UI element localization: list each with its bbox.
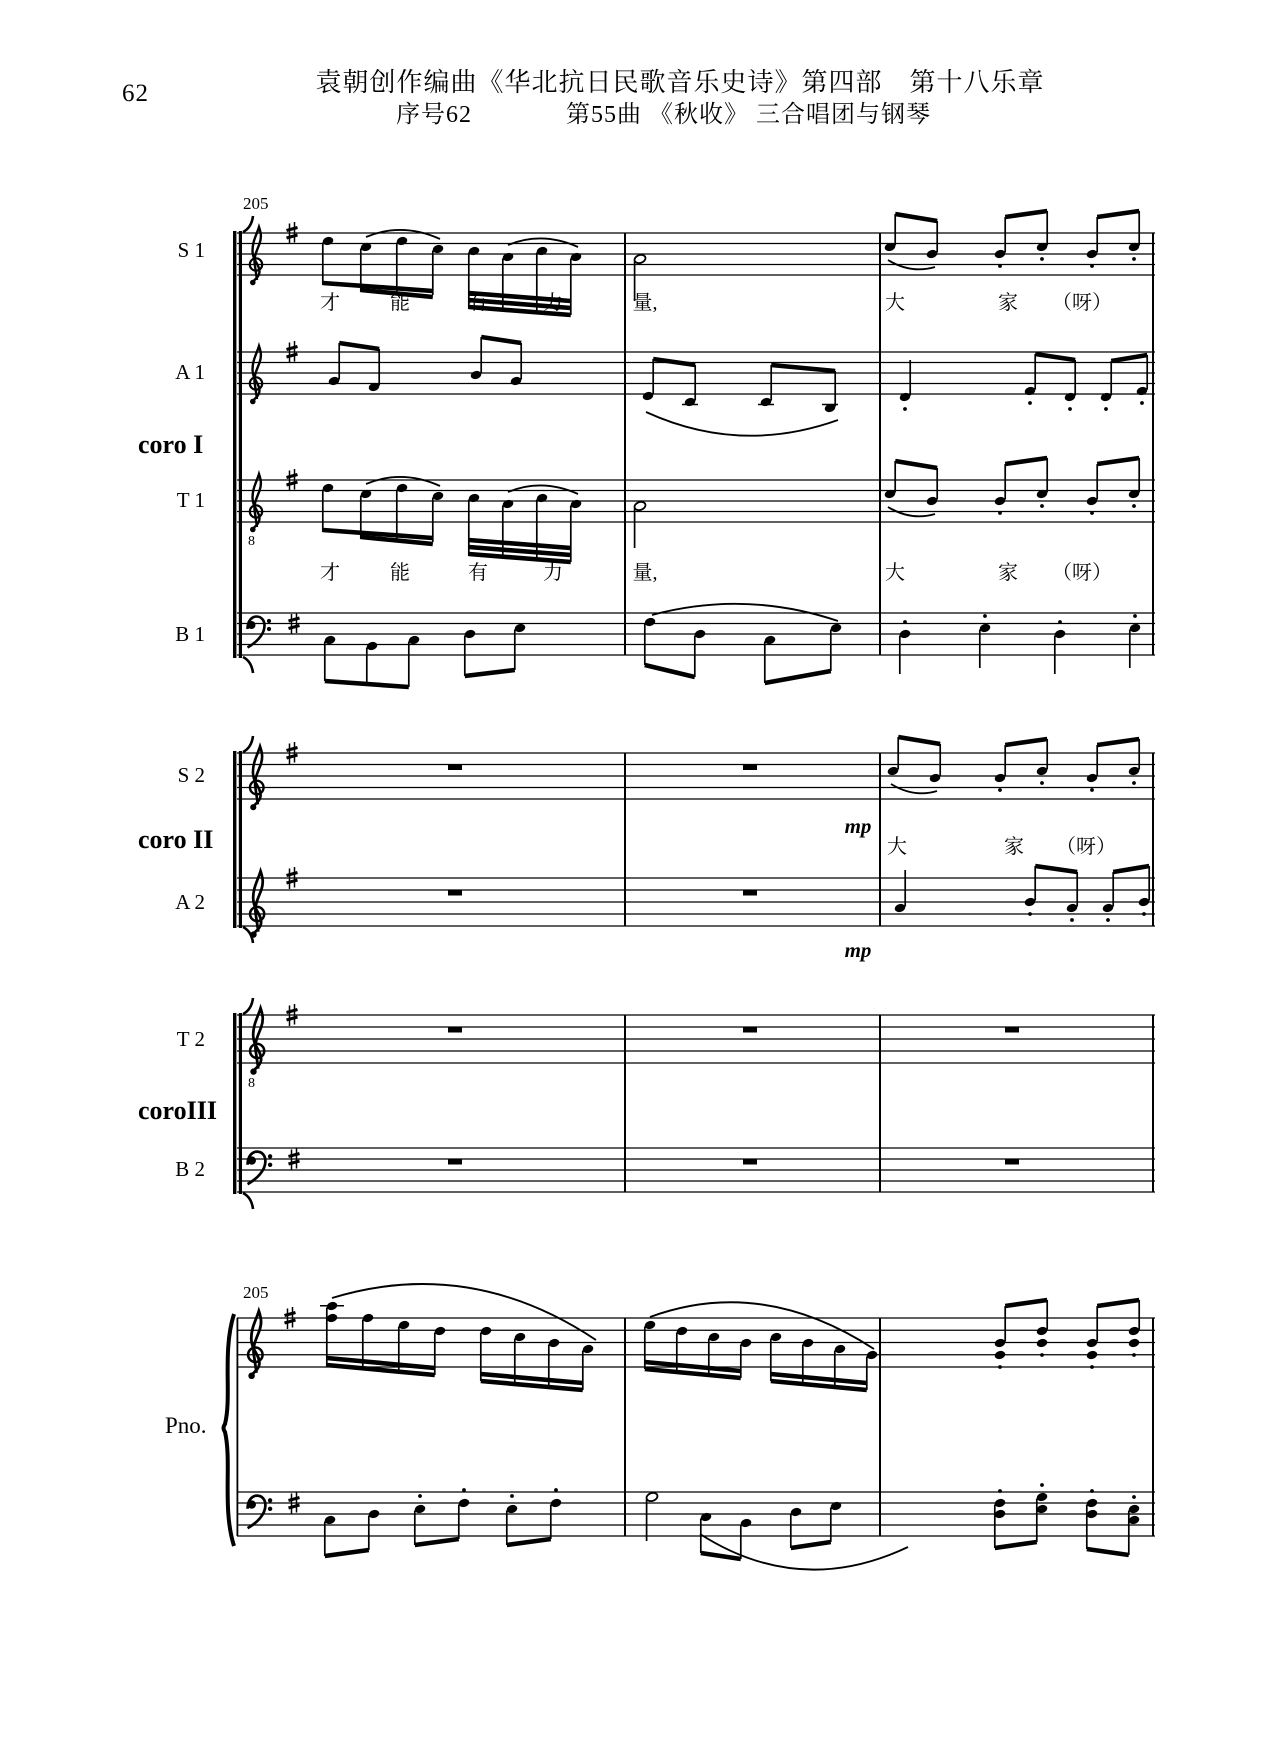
piano-brace xyxy=(224,1314,235,1546)
lyric-t1: 量, xyxy=(632,562,658,584)
staff-label-b2: B 2 xyxy=(175,1157,205,1181)
dynamic-mp-a2: mp xyxy=(844,938,872,962)
treble-clef-piano xyxy=(248,1311,262,1379)
group-label-coro3: coroIII xyxy=(138,1096,217,1125)
lyric-t1: 力 xyxy=(543,562,563,584)
notes-s1 xyxy=(322,211,1141,315)
staff-label-a1: A 1 xyxy=(175,360,205,384)
treble-clef-a1 xyxy=(250,346,262,404)
notes-b1 xyxy=(324,604,1142,687)
lyric-s1: （呀） xyxy=(1052,292,1112,314)
barlines xyxy=(625,233,1153,1536)
bass-clef-b1 xyxy=(248,617,272,648)
notes-s2 xyxy=(448,737,1140,793)
group-label-coro1: coro I xyxy=(138,430,204,459)
lyric-s1: 家 xyxy=(998,292,1018,314)
measure-number-top: 205 xyxy=(243,194,269,213)
staff-label-s2: S 2 xyxy=(177,763,205,787)
treble-clef-t1 xyxy=(250,474,262,532)
lyric-s2: 家 xyxy=(1004,836,1024,858)
notes-piano-treble xyxy=(320,1284,1140,1390)
bass-clef-piano xyxy=(248,1496,273,1528)
title-line1: 袁朝创作编曲《华北抗日民歌音乐史诗》第四部 第十八乐章 xyxy=(315,68,1045,97)
octave-8-mark-t2: 8 xyxy=(248,1076,255,1091)
staff-label-a2: A 2 xyxy=(175,890,205,914)
staff-label-t2: T 2 xyxy=(176,1027,205,1051)
lyric-s1: 才 xyxy=(320,292,340,314)
title-piece: 第55曲 《秋收》 三合唱团与钢琴 xyxy=(566,102,931,128)
group-label-piano: Pno. xyxy=(165,1413,207,1438)
lyric-t1: 大 xyxy=(885,562,905,584)
group-label-coro2: coro II xyxy=(138,825,214,854)
lyric-s2: 大 xyxy=(887,836,907,858)
notes-t1 xyxy=(322,458,1141,562)
system-brackets xyxy=(224,216,254,1546)
lyric-t1: 有 xyxy=(468,562,488,584)
treble-clef-s1 xyxy=(250,227,262,285)
lyric-t1: 家 xyxy=(998,562,1018,584)
lyric-s1: 能 xyxy=(390,292,410,314)
lyric-t1: 能 xyxy=(390,562,410,584)
bass-clef-b2 xyxy=(248,1152,273,1184)
lyric-s1: 力 xyxy=(543,292,563,314)
rests-b2 xyxy=(448,1159,1019,1165)
page-number: 62 xyxy=(122,80,149,107)
lyric-s1: 量, xyxy=(632,292,658,314)
staff-label-t1: T 1 xyxy=(176,488,205,512)
lyric-s1: 大 xyxy=(885,292,905,314)
lyric-t1: （呀） xyxy=(1052,562,1112,584)
notes-piano-bass xyxy=(324,1483,1141,1570)
dynamic-mp-s2: mp xyxy=(844,814,872,838)
staff-label-s1: S 1 xyxy=(177,238,205,262)
title-serial: 序号62 xyxy=(396,102,472,128)
lyric-s2: （呀） xyxy=(1056,836,1116,858)
treble-clef-a2 xyxy=(250,871,264,938)
lyric-t1: 才 xyxy=(320,562,340,584)
staff-label-b1: B 1 xyxy=(175,622,205,646)
treble-clef-t2 xyxy=(250,1008,264,1075)
lyric-s1: 有 xyxy=(468,292,488,314)
clefs-and-keysigs xyxy=(248,222,300,1528)
rests-t2 xyxy=(448,1027,1019,1033)
treble-clef-s2 xyxy=(250,746,264,810)
measure-number-piano: 205 xyxy=(243,1283,269,1302)
octave-8-mark-t1: 8 xyxy=(248,534,255,549)
